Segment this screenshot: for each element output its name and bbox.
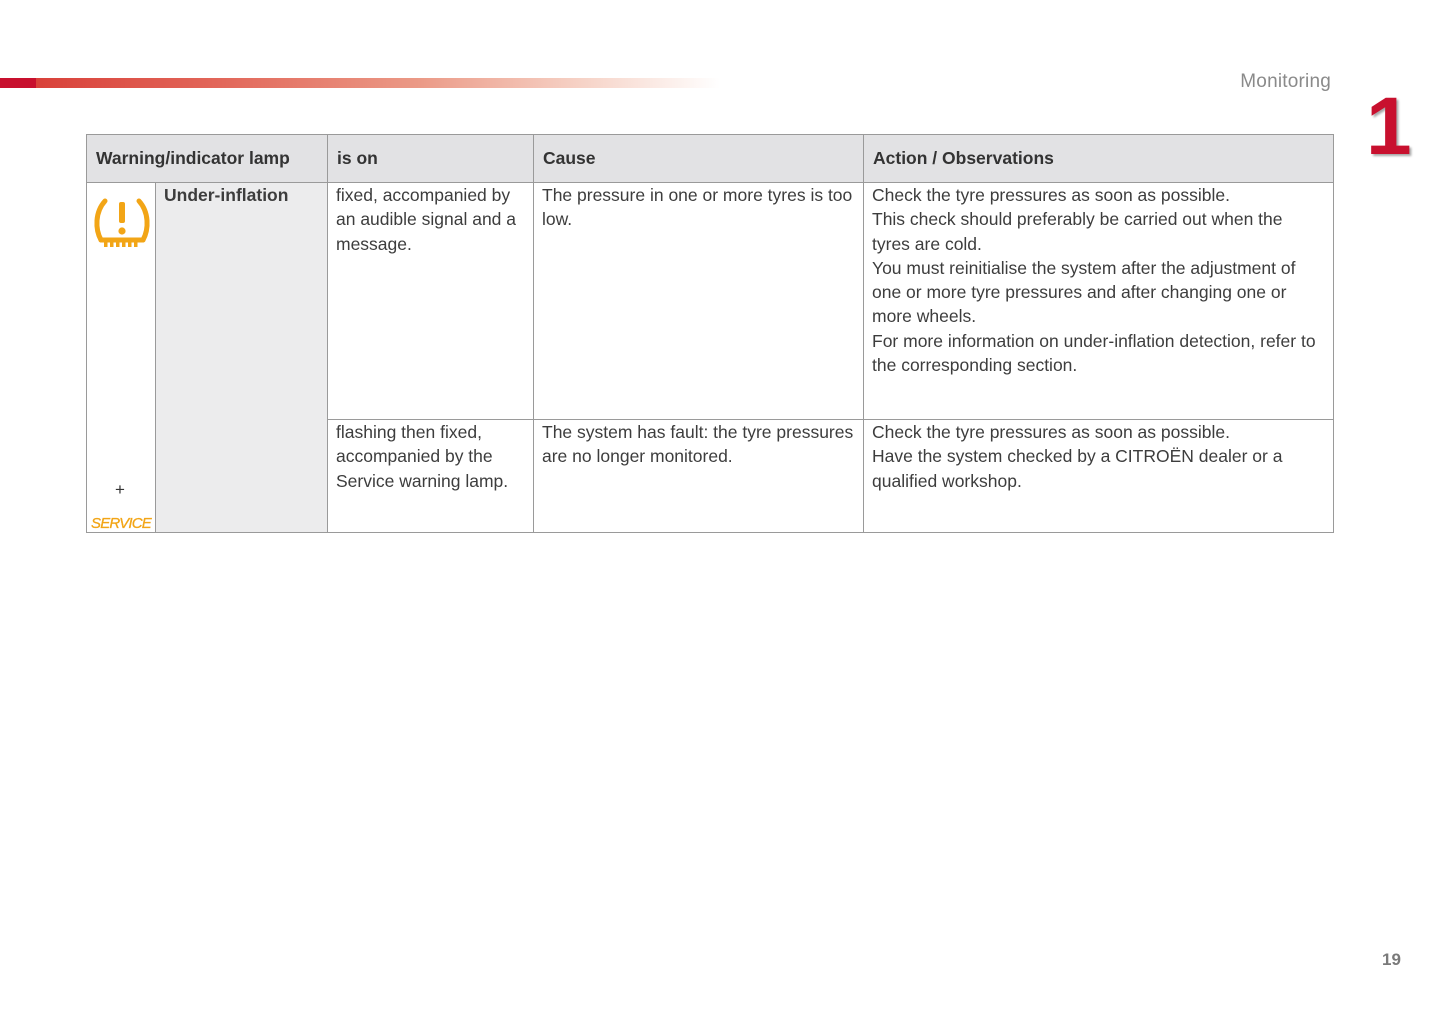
row1-is-on: fixed, accompanied by an audible signal and a message. bbox=[328, 183, 534, 420]
table-row bbox=[87, 183, 1334, 420]
header-is-on: is on bbox=[328, 135, 534, 183]
chapter-number: 1 bbox=[1366, 81, 1412, 172]
row2-action-line-1: Check the tyre pressures as soon as possible. bbox=[872, 422, 1230, 442]
plus-sign: + bbox=[115, 480, 125, 499]
row1-action-line-1: Check the tyre pressures as soon as possible. bbox=[872, 185, 1230, 205]
row1-action-line-2: This check should preferably be carried out when the tyres are cold. bbox=[872, 209, 1283, 254]
page-number: 19 bbox=[1382, 950, 1401, 969]
lamp-icon-cell bbox=[87, 183, 156, 533]
row2-cause: The system has fault: the tyre pressures are no longer monitored. bbox=[534, 420, 864, 533]
service-lamp-label: SERVICE bbox=[91, 515, 151, 532]
row2-action bbox=[864, 420, 1334, 533]
row2-action-line-2: Have the system checked by a CITROËN dealer or a qualified workshop. bbox=[872, 446, 1283, 491]
lamp-name: Under-inflation bbox=[156, 183, 328, 533]
warning-lamp-table bbox=[86, 134, 1334, 533]
row2-is-on: flashing then fixed, accompanied by the Service warning lamp. bbox=[328, 420, 534, 533]
header-cause: Cause bbox=[534, 135, 864, 183]
row1-action bbox=[864, 183, 1334, 420]
row1-cause: The pressure in one or more tyres is too low. bbox=[534, 183, 864, 420]
header-warning-lamp: Warning/indicator lamp bbox=[87, 135, 328, 183]
row1-action-line-4: For more information on under-inflation detection, refer to the corresponding section. bbox=[872, 330, 1316, 376]
header-action: Action / Observations bbox=[864, 135, 1334, 183]
tyre-pressure-warning-icon bbox=[93, 196, 151, 252]
section-title: Monitoring bbox=[1240, 71, 1331, 92]
header-accent-bar bbox=[0, 78, 720, 88]
row1-action-line-3: You must reinitialise the system after the adjustment of one or more tyre pressures and after changing one or more wheels. bbox=[872, 257, 1296, 327]
table-header-row bbox=[87, 135, 1334, 183]
